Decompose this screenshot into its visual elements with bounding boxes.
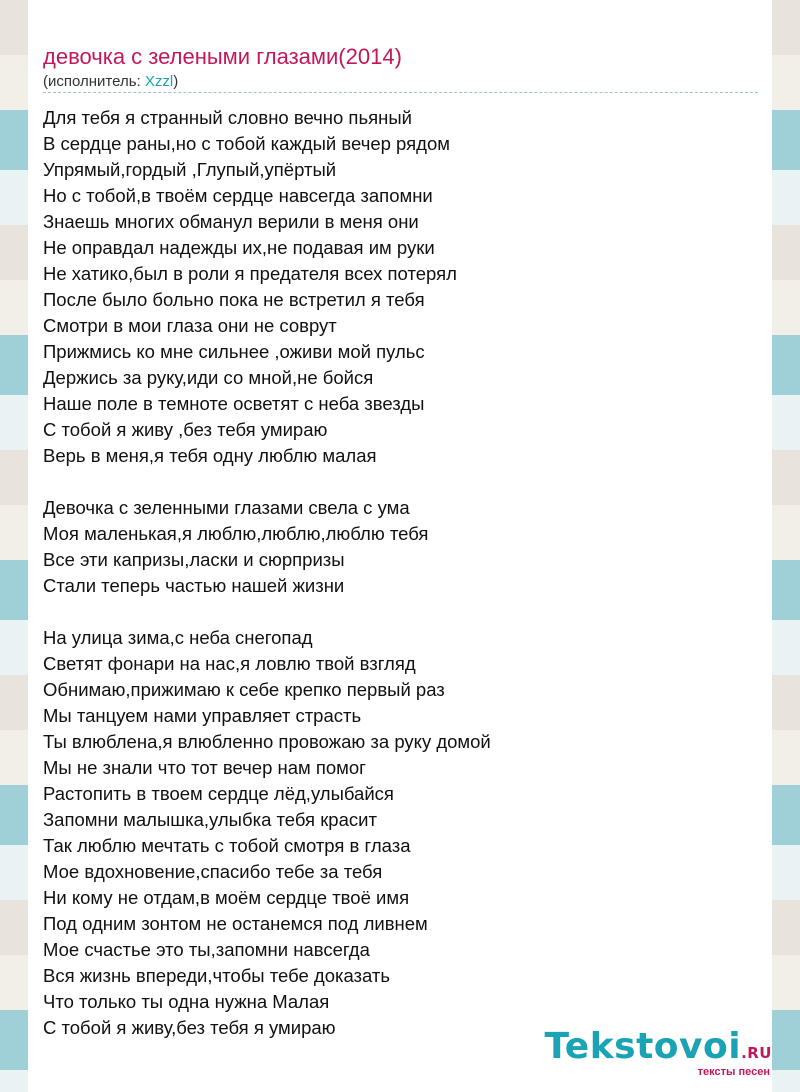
lyric-line: Мое вдохновение,спасибо тебе за тебя <box>43 861 383 882</box>
lyric-line: Упрямый,гордый ,Глупый,упёртый <box>43 159 337 180</box>
lyric-line: Что только ты одна нужна Малая <box>43 991 330 1012</box>
lyric-line: Мое счастье это ты,запомни навсегда <box>43 939 370 960</box>
lyric-line: Но с тобой,в твоём сердце навсегда запомни <box>43 185 433 206</box>
logo-tagline: тексты песен <box>697 1066 770 1078</box>
site-logo[interactable] <box>544 1026 772 1078</box>
lyric-line: Запомни малышка,улыбка тебя красит <box>43 809 377 830</box>
lyric-line: Стали теперь частью нашей жизни <box>43 575 345 596</box>
lyric-line: Прижмись ко мне сильнее ,оживи мой пульс <box>43 341 425 362</box>
lyric-line: Обнимаю,прижимаю к себе крепко первый раз <box>43 679 445 700</box>
lyric-line: Вся жизнь впереди,чтобы тебе доказать <box>43 965 391 986</box>
lyrics-page <box>28 0 772 1092</box>
lyric-line: Ни кому не отдам,в моём сердце твоё имя <box>43 887 410 908</box>
stanza-break <box>43 599 753 625</box>
lyric-line: Моя маленькая,я люблю,люблю,люблю тебя <box>43 523 429 544</box>
lyric-line: Держись за руку,иди со мной,не бойся <box>43 367 374 388</box>
lyric-line: Мы танцуем нами управляет страсть <box>43 705 362 726</box>
song-title: девочка с зелеными глазами(2014) <box>43 44 402 69</box>
lyric-line: Не хатико,был в роли я предателя всех потерял <box>43 263 457 284</box>
lyric-line: Растопить в твоем сердце лёд,улыбайся <box>43 783 394 804</box>
logo-wordmark <box>545 1026 772 1067</box>
lyric-line: Не оправдал надежды их,не подавая им руки <box>43 237 435 258</box>
title-divider <box>43 92 758 93</box>
lyric-line: Наше поле в темноте осветят с неба звезды <box>43 393 425 414</box>
lyric-line: Девочка с зеленными глазами свела с ума <box>43 497 410 518</box>
artist-link[interactable]: Xzzl <box>144 73 174 90</box>
logo-tld: .RU <box>741 1044 772 1062</box>
stanza-break <box>43 469 753 495</box>
artist-suffix: ) <box>173 73 179 90</box>
lyric-line: Мы не знали что тот вечер нам помог <box>43 757 366 778</box>
lyric-line: Знаешь многих обманул верили в меня они <box>43 211 419 232</box>
lyrics-body <box>43 105 753 1041</box>
lyric-line: Под одним зонтом не останемся под ливнем <box>43 913 428 934</box>
logo-name: Tekstovoi <box>544 1026 742 1067</box>
lyric-line: С тобой я живу,без тебя я умираю <box>43 1017 336 1038</box>
lyric-line: После было больно пока не встретил я тебя <box>43 289 425 310</box>
lyric-line: В сердце раны,но с тобой каждый вечер рядом <box>43 133 450 154</box>
lyric-line: Смотри в мои глаза они не соврут <box>43 315 337 336</box>
lyric-line: Светят фонари на нас,я ловлю твой взгляд <box>43 653 416 674</box>
lyric-line: Для тебя я странный словно вечно пьяный <box>43 107 412 128</box>
lyric-line: Верь в меня,я тебя одну люблю малая <box>43 445 377 466</box>
lyric-line: С тобой я живу ,без тебя умираю <box>43 419 328 440</box>
lyric-line: Ты влюблена,я влюбленно провожаю за руку домой <box>43 731 491 752</box>
artist-line <box>43 73 178 90</box>
lyric-line: Так люблю мечтать с тобой смотря в глаза <box>43 835 411 856</box>
lyric-line: На улица зима,с неба снегопад <box>43 627 313 648</box>
artist-prefix: (исполнитель: <box>43 73 145 90</box>
lyric-line: Все эти капризы,ласки и сюрпризы <box>43 549 345 570</box>
